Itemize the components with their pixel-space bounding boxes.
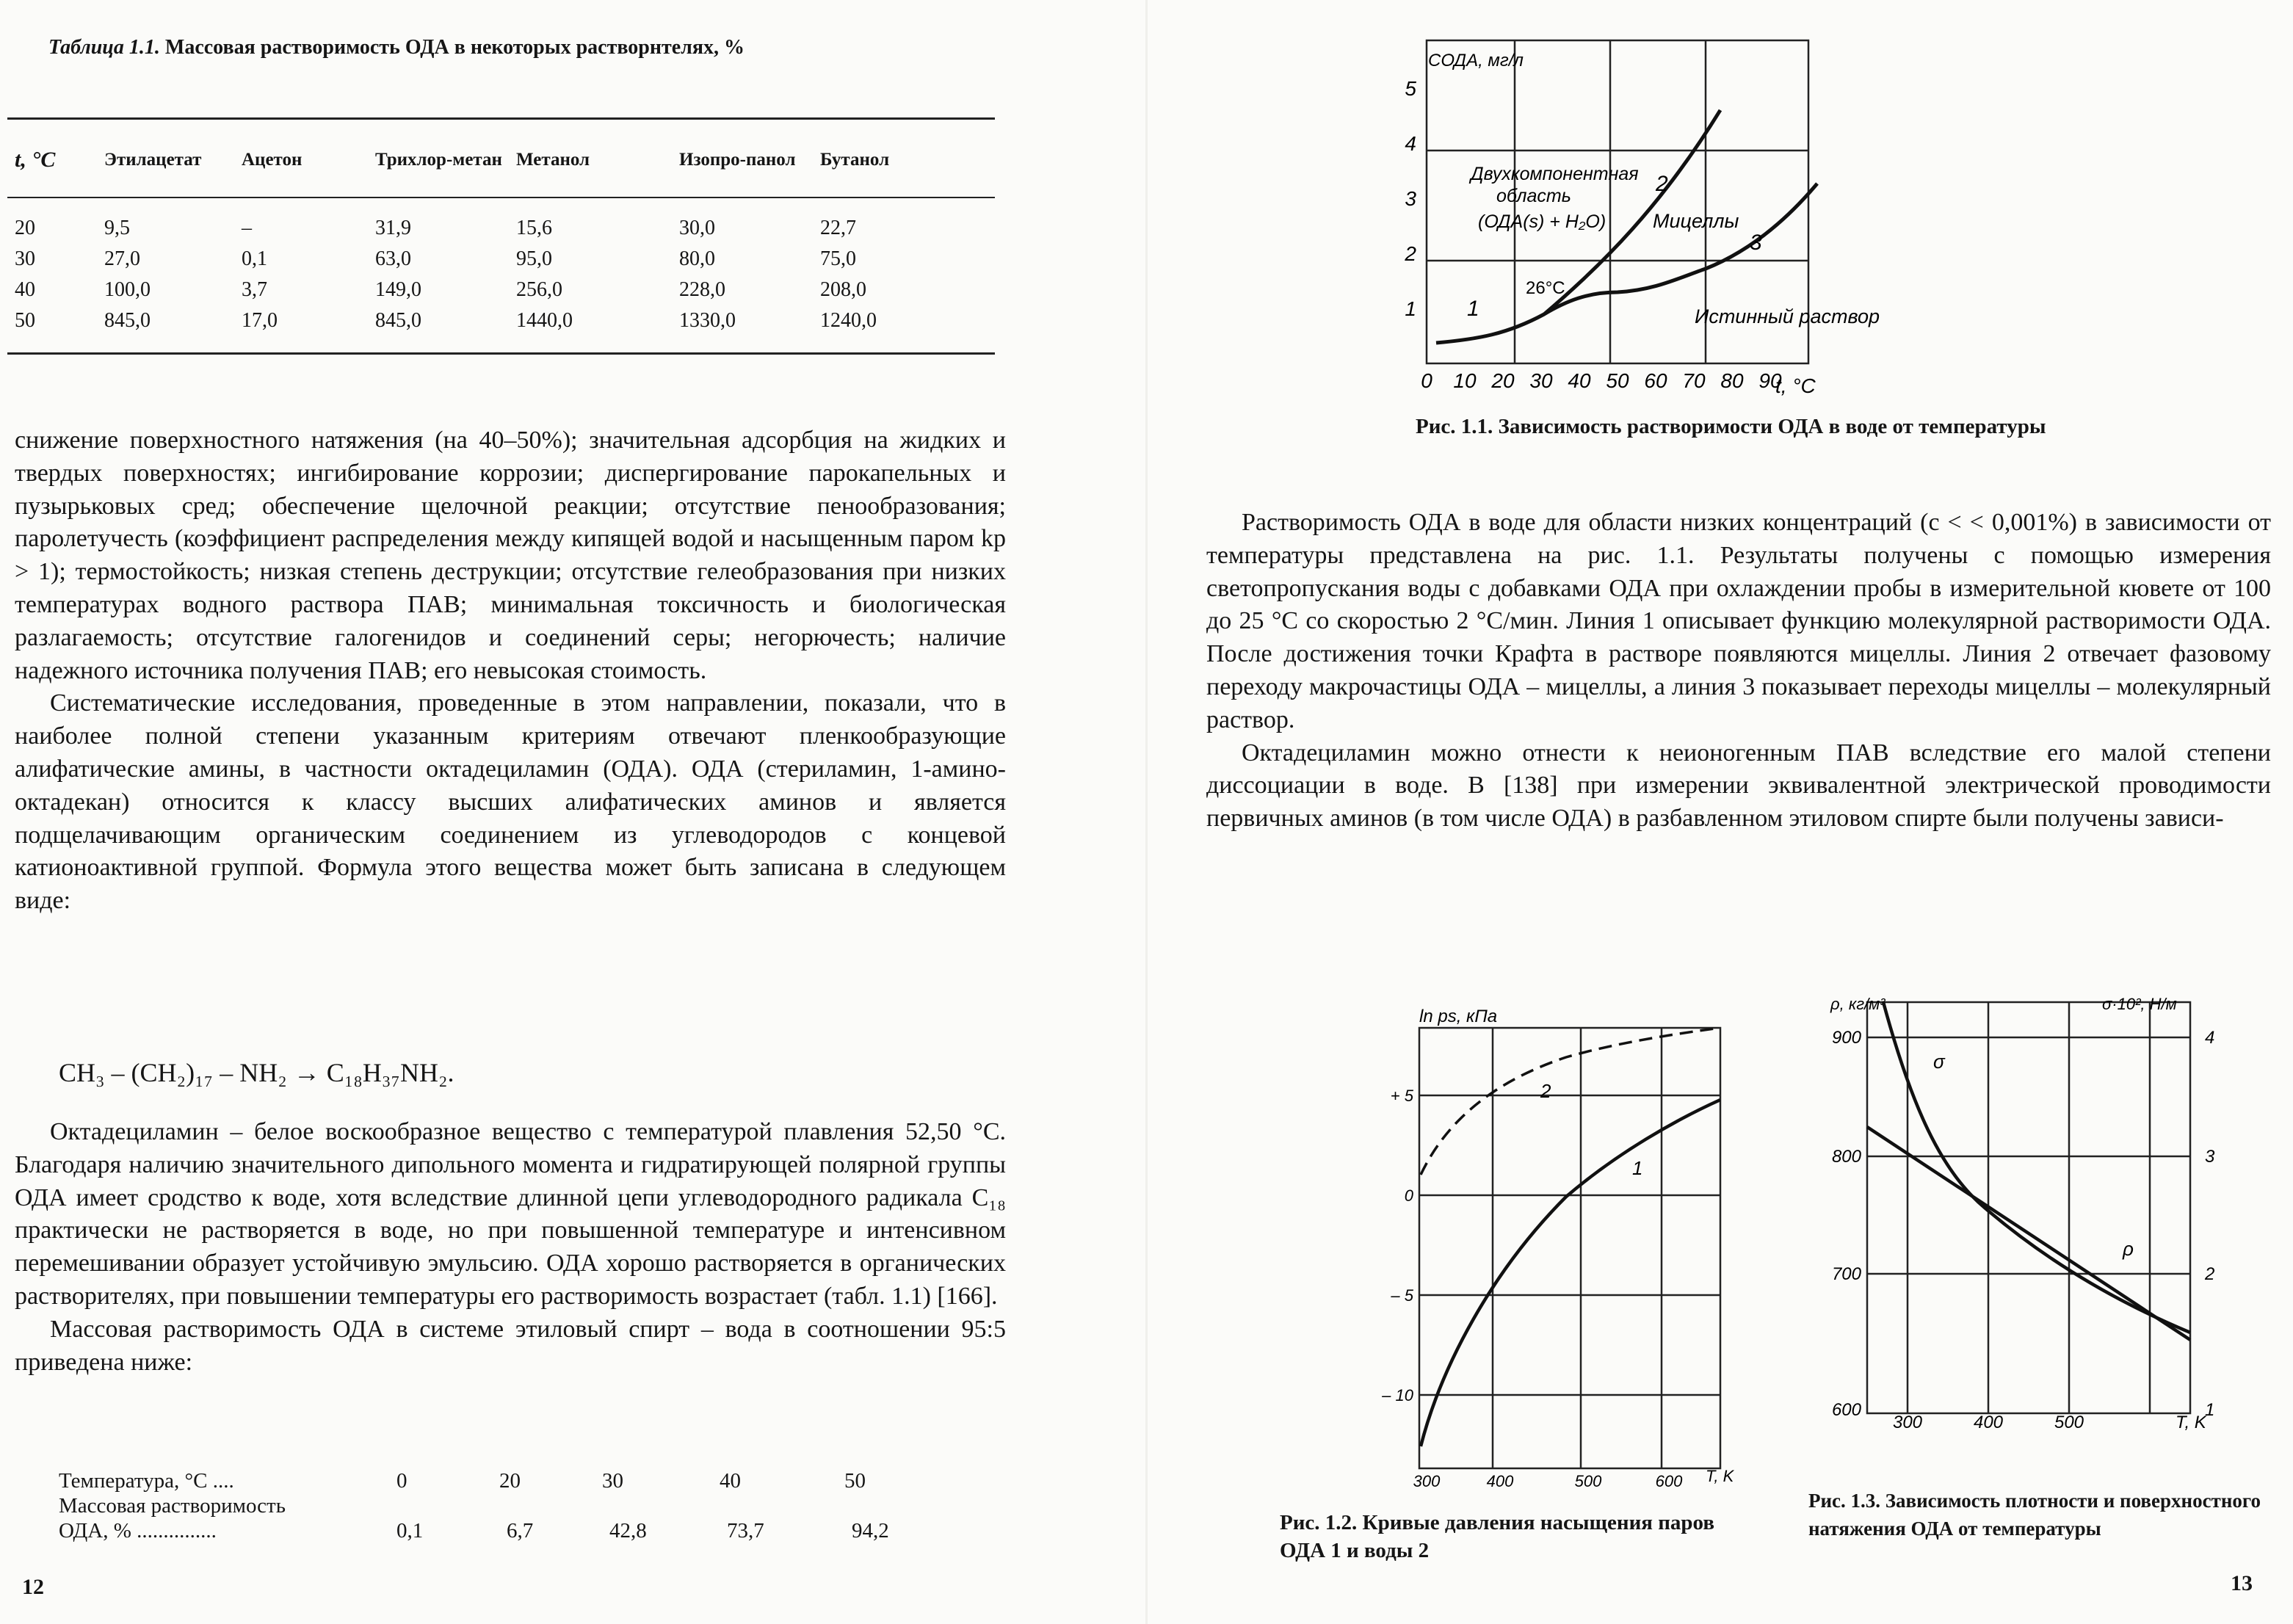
- x-axis-label: T, K: [1706, 1467, 1734, 1485]
- table-cell: 208,0: [820, 278, 866, 301]
- curve-label-1: 1: [1467, 297, 1479, 321]
- table-cell: 256,0: [516, 278, 562, 301]
- paragraph: Массовая растворимость ОДА в системе этиловый спирт – вода в соотношении 95:5 приведена ниже:: [15, 1315, 1006, 1376]
- paragraph: Октадециламин – белое воскообразное вещество с температурой плавления 52,50 °C. Благодаря наличию значительного дипольного момента и гидратирующей полярной группы ОДА имеет сродство к воде, хотя вследствие длинной цепи углеводородного радикала C₁₈ практически не растворяется в воде, но при повышенной температуре и интенсивном перемешивании образует устойчивую эмульсию. ОДА хорошо растворяется в органических растворителях, при повышении температуры его растворимость возрастает (табл. 1.1) [166].: [15, 1118, 1006, 1310]
- x-tick-label: 80: [1720, 369, 1744, 392]
- y-right-tick-label: 1: [2205, 1400, 2215, 1420]
- x-tick-label: 60: [1644, 369, 1667, 392]
- grid: [1867, 1002, 2190, 1413]
- table-cell: –: [242, 217, 252, 239]
- y-tick-label: 4: [1405, 132, 1416, 155]
- x-tick-label: 300: [1413, 1472, 1441, 1490]
- x-tick-label: 70: [1682, 369, 1706, 392]
- table-cell: 15,6: [516, 217, 552, 239]
- ethanol-solubility-list: [59, 1468, 940, 1543]
- figure-1-3-caption: Рис. 1.3. Зависимость плотности и поверхностного натяжения ОДА от температуры: [1808, 1490, 2261, 1540]
- table-cell: 31,9: [375, 217, 411, 239]
- table-cell: 1330,0: [679, 309, 736, 332]
- body-text-block: [15, 1116, 1006, 1379]
- temp-value: 50: [844, 1469, 866, 1493]
- y-right-tick-label: 2: [2205, 1264, 2215, 1284]
- table-cell: 17,0: [242, 309, 278, 332]
- table-cell: 27,0: [104, 247, 140, 270]
- table-caption-label: Таблица 1.1.: [48, 36, 160, 59]
- x-tick-label: 10: [1453, 369, 1477, 392]
- table-cell: 40: [15, 278, 35, 301]
- table-header: Метанол: [516, 150, 590, 170]
- body-text-block: [1206, 507, 2271, 835]
- solubility-value: 6,7: [507, 1519, 534, 1543]
- figure-1-2: [1383, 998, 1735, 1498]
- figure-1-1-caption: Рис. 1.1. Зависимость растворимости ОДА в воде от температуры: [1416, 415, 2046, 438]
- region-label: область: [1496, 186, 1571, 206]
- curve-2-water: [1421, 1028, 1720, 1175]
- temp-value: 20: [499, 1469, 521, 1493]
- x-axis-label: t, °C: [1775, 374, 1816, 397]
- x-tick-label: 50: [1606, 369, 1629, 392]
- table-cell: 9,5: [104, 217, 130, 239]
- table-caption-text: Массовая растворимость ОДА в некоторых растворнтелях, %: [164, 36, 745, 59]
- table-cell: 228,0: [679, 278, 725, 301]
- table-cell: 75,0: [820, 247, 856, 270]
- x-tick-label: 0: [1421, 369, 1432, 392]
- row-label: Температура, °C ....: [59, 1469, 234, 1493]
- temp-value: 30: [602, 1469, 623, 1493]
- solubility-value: 0,1: [396, 1519, 424, 1543]
- y-right-tick-label: 3: [2205, 1147, 2215, 1167]
- body-text-block: [15, 424, 1006, 918]
- x-tick-label: 40: [1568, 369, 1591, 392]
- true-solution-label: Истинный раствор: [1695, 305, 1880, 327]
- table-cell: 845,0: [375, 309, 421, 332]
- paragraph: Растворимость ОДА в воде для области низких концентраций (c < < 0,001%) в зависимости от температуры представлена на рис. 1.1. Результаты получены с помощью измерения светопропускания воды с добавками ОДА при охлаждении пробы в измерительной кювете от 100 до 25 °C со скоростью 2 °C/мин. Линия 1 описывает функцию молекулярной растворимости ОДА. После достижения точки Крафта в растворе появляются мицеллы. Линия 2 отвечает фазовому переходу макрочастицы ОДА – мицеллы, а линия 3 показывает переходы мицеллы – молекулярный раствор.: [1206, 509, 2271, 733]
- x-tick-label: 500: [1574, 1472, 1602, 1490]
- figure-1-3: [1794, 987, 2264, 1457]
- y-axis-label: CОДА, мг/л: [1428, 51, 1524, 70]
- micelles-label: Мицеллы: [1653, 210, 1739, 232]
- temperature-row: [59, 1468, 940, 1493]
- x-axis-label: T, K: [2176, 1413, 2206, 1432]
- figure-1-2-caption: Рис. 1.2. Кривые давления насыщения паров ОДА 1 и воды 2: [1280, 1511, 1714, 1562]
- y-axis-label: ln ps, кПа: [1419, 1007, 1498, 1026]
- y-tick-label: 3: [1405, 187, 1416, 210]
- left-page: [0, 0, 1145, 1624]
- x-tick-label: 500: [2054, 1413, 2084, 1432]
- y-tick-label: 5: [1405, 77, 1416, 100]
- region-label: Двухкомпонентная: [1471, 164, 1639, 184]
- y-left-axis-label: ρ, кг/м³: [1830, 995, 1886, 1013]
- solubility-label-row: [59, 1493, 940, 1518]
- solubility-value: 42,8: [609, 1519, 647, 1543]
- row-label: Массовая растворимость: [59, 1494, 286, 1518]
- curve-label-2: 2: [1540, 1080, 1551, 1102]
- table-header-row: [15, 123, 991, 197]
- page-number: 13: [2231, 1571, 2253, 1595]
- page-number: 12: [22, 1575, 44, 1599]
- y-tick-label: 1: [1405, 297, 1416, 320]
- curve-rho: [1867, 1127, 2190, 1340]
- x-tick-label: 300: [1892, 1413, 1923, 1432]
- table-cell: 1240,0: [820, 309, 877, 332]
- y-tick-label: – 5: [1391, 1286, 1413, 1305]
- temp-value: 0: [396, 1469, 407, 1493]
- table-cell: 30: [15, 247, 35, 270]
- table-cell: 63,0: [375, 247, 411, 270]
- x-tick-label: 30: [1529, 369, 1553, 392]
- krafft-point-label: 26°C: [1526, 278, 1565, 298]
- y-tick-label: + 5: [1390, 1087, 1413, 1105]
- solubility-value: 73,7: [727, 1519, 764, 1543]
- table-cell: 22,7: [820, 217, 856, 239]
- table-cell: 100,0: [104, 278, 151, 301]
- x-tick-label: 400: [1973, 1413, 2004, 1432]
- paragraph: снижение поверхностного натяжения (на 40–50%); значительная адсорбция на жидких и твердых поверхностях; ингибирование коррозии; диспергирование парокапельных и пузырьковых сред; обеспечение щелочной реакции; отсутствие пенообразования; паролетучесть (коэффициент распределения между кипящей водой и насыщенным паром kp > 1); термостойкость; низкая степень деструкции; отсутствие гелеобразования при низких температурах водного раствора ПАВ; минимальная токсичность и биологическая разлагаемость; отсутствие галогенидов и соединений серы; негорючесть; наличие надежного источника получения ПАВ; его невысокая стоимость.: [15, 427, 1006, 684]
- grid: [1419, 1028, 1720, 1468]
- curve-label-sigma: σ: [1933, 1051, 1945, 1073]
- solubility-table: [15, 123, 991, 336]
- table-header: Этилацетат: [104, 150, 202, 170]
- curve-label-1: 1: [1632, 1157, 1643, 1179]
- table-cell: 50: [15, 309, 35, 332]
- table-cell: 3,7: [242, 278, 267, 301]
- y-left-tick-label: 700: [1831, 1264, 1861, 1284]
- table-header: Изопро-панол: [679, 150, 796, 170]
- y-right-tick-label: 4: [2205, 1028, 2215, 1048]
- table-header: t, °C: [15, 148, 56, 172]
- table-header: Трихлор-метан: [375, 150, 502, 170]
- y-right-axis-label: σ·10², Н/м: [2102, 995, 2177, 1013]
- right-page: [1148, 0, 2293, 1624]
- table-header: Ацетон: [242, 150, 303, 170]
- table-cell: 20: [15, 217, 35, 239]
- table-cell: 0,1: [242, 247, 267, 270]
- table-bottom-rule: [7, 352, 995, 355]
- table-row: [15, 244, 991, 275]
- table-header: Бутанол: [820, 150, 890, 170]
- temp-value: 40: [720, 1469, 741, 1493]
- y-left-tick-label: 900: [1831, 1028, 1861, 1048]
- formula: CH₃ – (CH₂)₁₇ – NH₂ → C₁₈H₃₇NH₂.: [59, 1058, 454, 1087]
- table-row: [15, 305, 991, 336]
- region-label: (ОДА(s) + H₂O): [1478, 211, 1606, 232]
- table-caption: [48, 34, 783, 62]
- y-left-tick-label: 600: [1831, 1400, 1861, 1420]
- figure-1-1: [1368, 22, 1880, 404]
- paragraph: Октадециламин можно отнести к неионогенным ПАВ вследствие его малой степени диссоциации в воде. В [138] при измерении эквивалентной электрической проводимости первичных аминов (в том числе ОДА) в разбавленном этиловом спирте были получены зависи-: [1206, 739, 2271, 833]
- y-tick-label: – 10: [1382, 1386, 1413, 1404]
- table-top-rule: [7, 117, 995, 120]
- table-cell: 845,0: [104, 309, 151, 332]
- y-tick-label: 0: [1404, 1186, 1413, 1205]
- x-tick-label: 400: [1486, 1472, 1514, 1490]
- axis-ticks: [1404, 77, 1782, 392]
- table-cell: 95,0: [516, 247, 552, 270]
- curve-label-3: 3: [1750, 231, 1762, 255]
- curve-label-2: 2: [1656, 172, 1668, 196]
- solubility-row: [59, 1518, 940, 1543]
- table-row: [15, 213, 991, 244]
- table-cell: 149,0: [375, 278, 421, 301]
- table-row: [15, 275, 991, 305]
- table-cell: 80,0: [679, 247, 715, 270]
- solubility-value: 94,2: [852, 1519, 889, 1543]
- table-cell: 30,0: [679, 217, 715, 239]
- y-tick-label: 2: [1405, 242, 1416, 265]
- table-cell: 1440,0: [516, 309, 573, 332]
- row-label: ОДА, % ...............: [59, 1519, 217, 1543]
- y-left-tick-label: 800: [1831, 1147, 1861, 1167]
- x-tick-label: 600: [1655, 1472, 1683, 1490]
- paragraph: Систематические исследования, проведенные в этом направлении, показали, что в наиболее полной степени указанным критериям отвечают пленкообразующие алифатические амины, в частности октадециламин (ОДА). ОДА (стериламин, 1-амино-октадекан) относится к классу высших алифатических аминов и является подщелачивающим органическим соединением из углеводородов с концевой катионоактивной группой. Формула этого вещества может быть записана в следующем виде:: [15, 689, 1006, 915]
- curve-label-rho: ρ: [2123, 1238, 2134, 1260]
- x-tick-label: 90: [1758, 369, 1782, 392]
- x-tick-label: 20: [1491, 369, 1515, 392]
